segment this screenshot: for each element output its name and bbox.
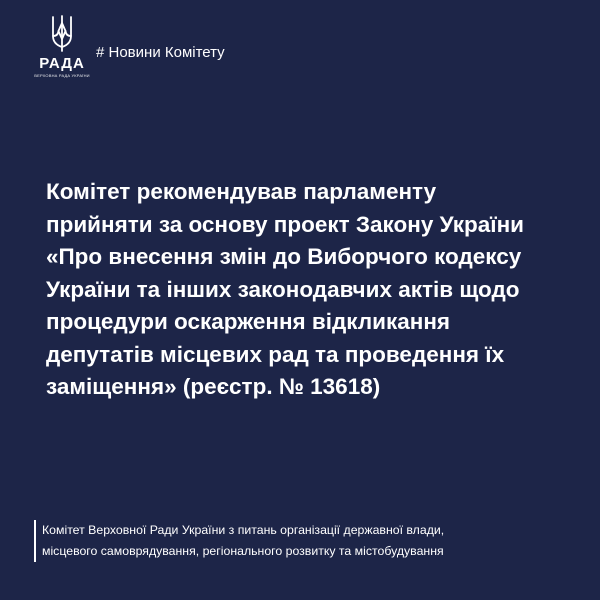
headline: Комітет рекомендував парламенту прийняти за основу проект Закону України «Про внесення змін до Виборчого кодексу України та інших законодавчих актів щодо процедури оскарження відкликання депутатів місцевих рад та проведення їх заміщення» (реєстр. № 13618) [46, 179, 525, 399]
logo-subtitle: ВЕРХОВНА РАДА УКРАЇНИ [34, 73, 90, 78]
rada-logo [30, 14, 94, 78]
committee-footer [34, 520, 600, 562]
logo-wordmark: РАДА [39, 55, 85, 72]
section-tag: # Новини Комітету [96, 44, 225, 61]
footer-line-2: місцевого самоврядування, регіонального розвитку та містобудування [42, 544, 444, 558]
trident-icon [50, 14, 74, 52]
footer-line-1: Комітет Верховної Ради України з питань організації державної влади, [42, 523, 445, 537]
